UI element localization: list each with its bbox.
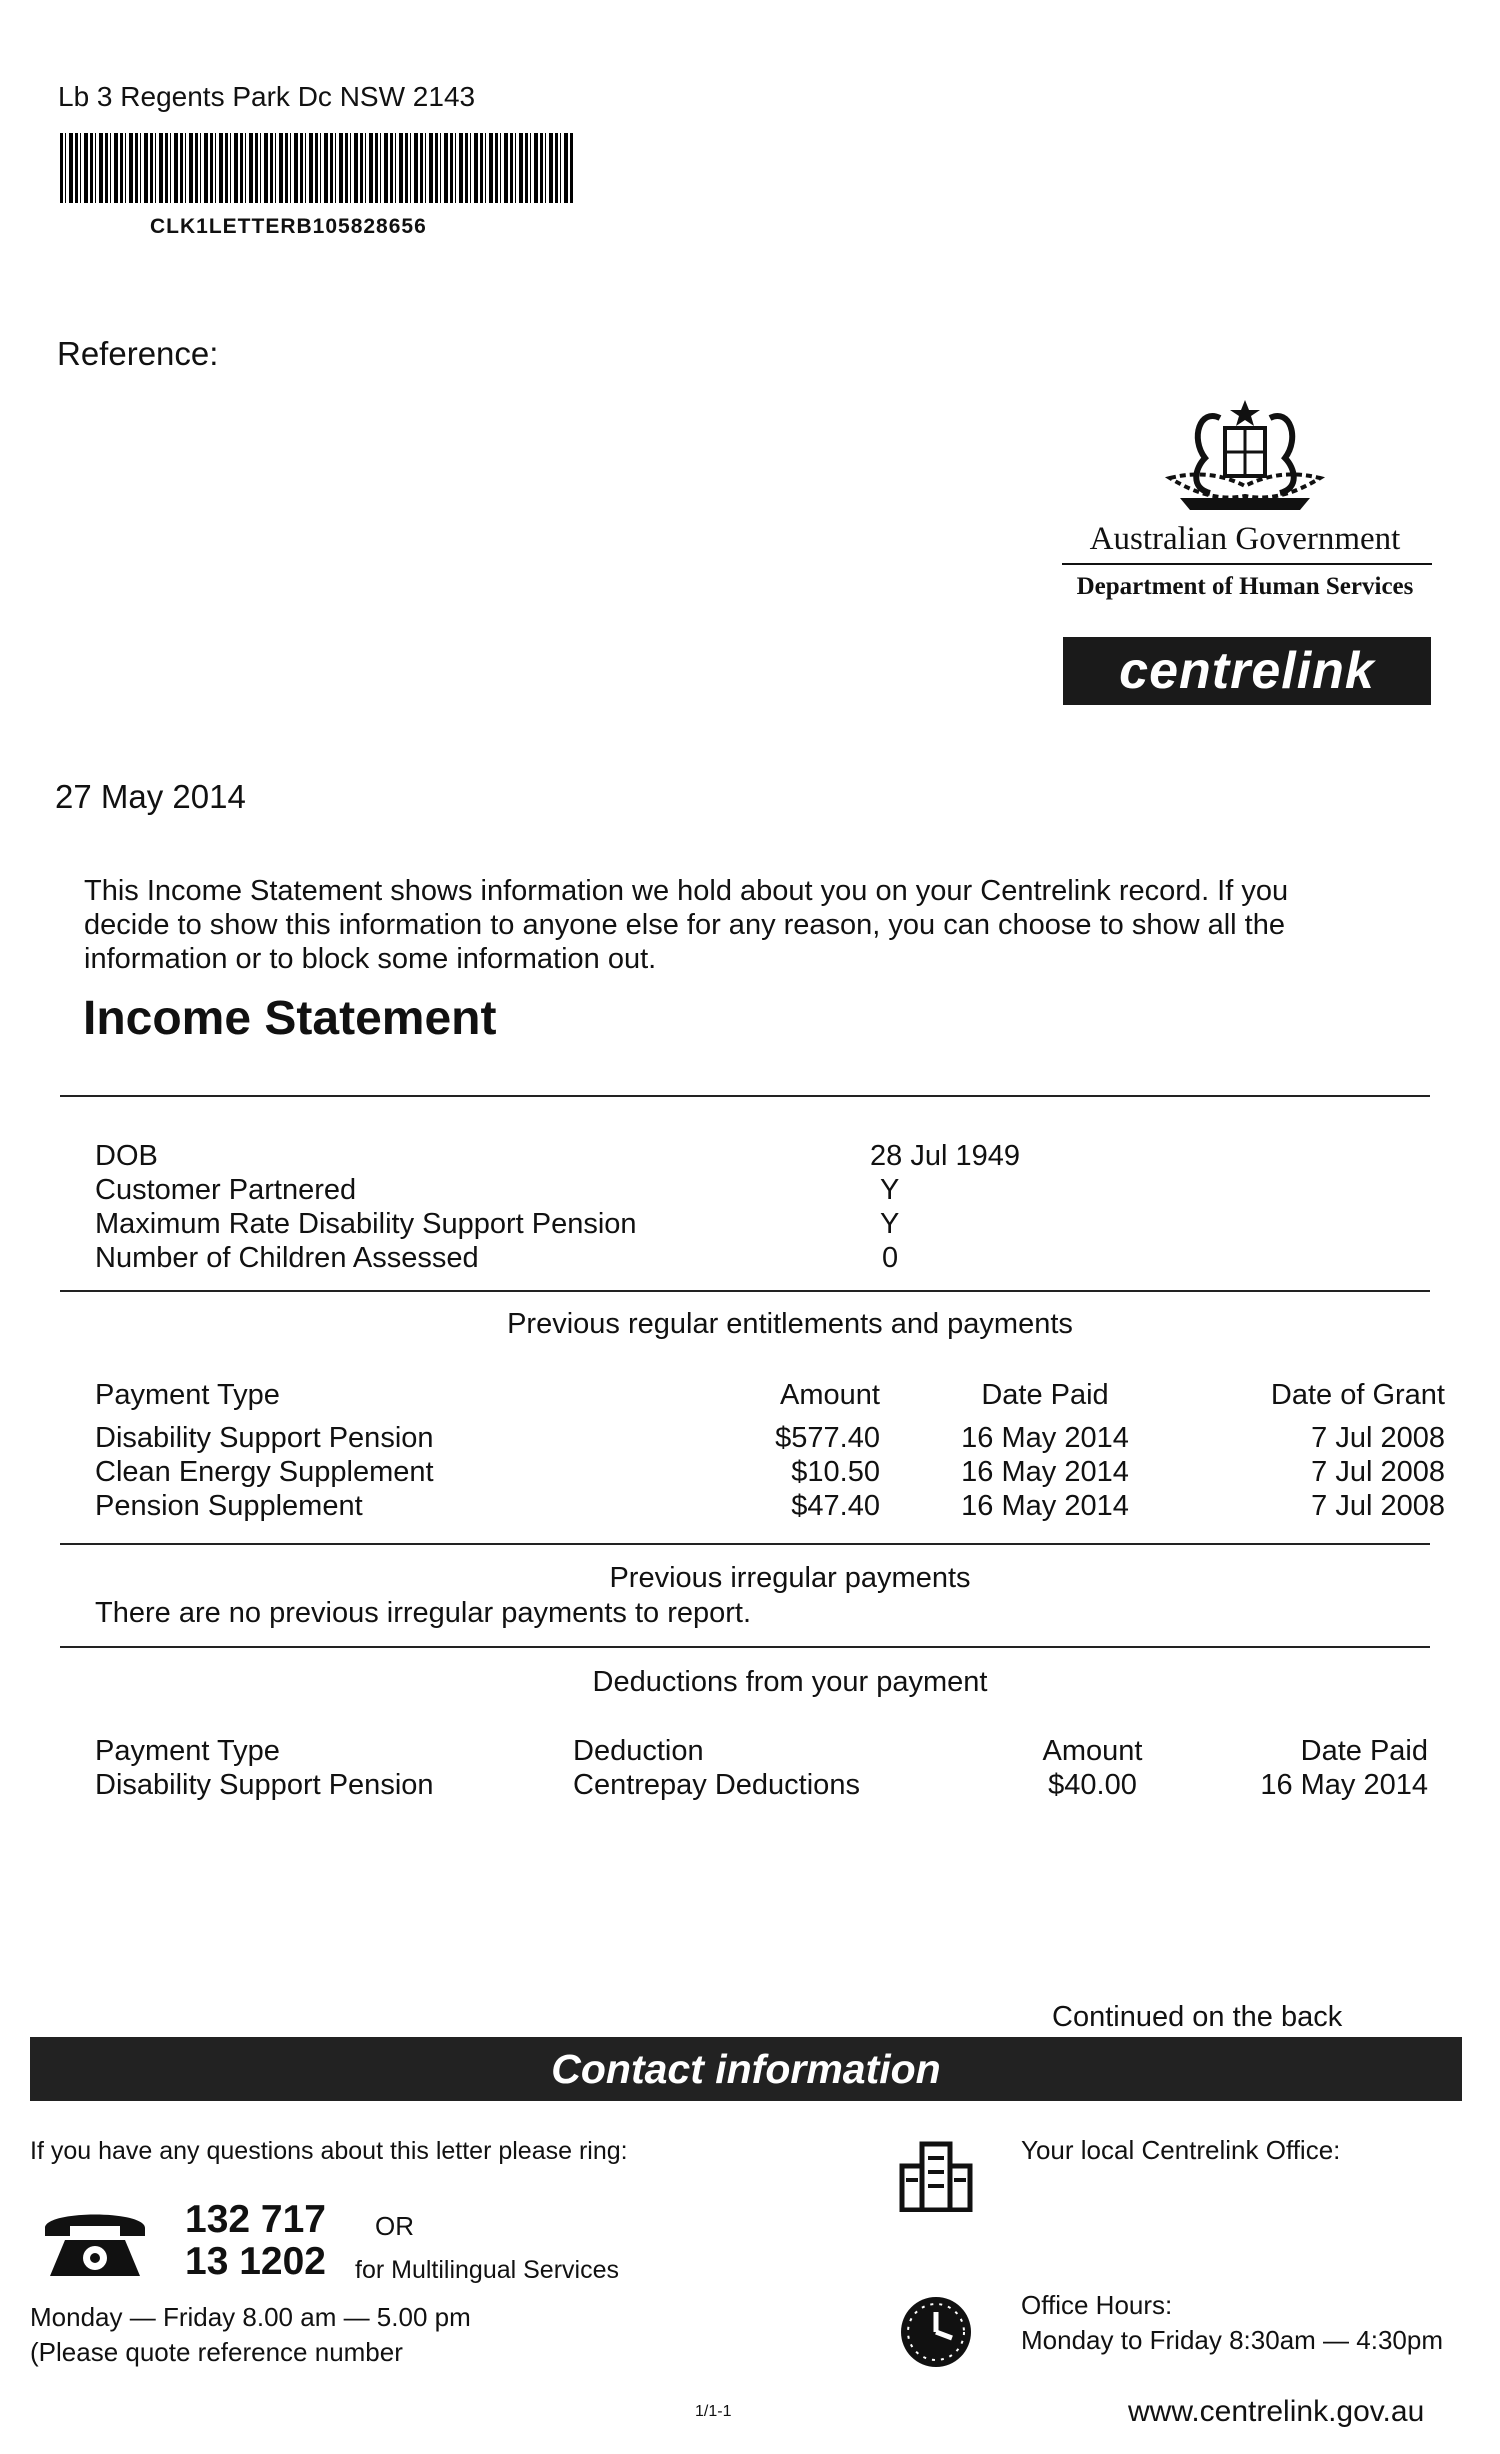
table-cell: $10.50 bbox=[791, 1456, 880, 1488]
section-heading: Previous regular entitlements and payments bbox=[507, 1308, 1073, 1340]
local-office-label: Your local Centrelink Office: bbox=[1021, 2135, 1341, 2165]
table-cell: 7 Jul 2008 bbox=[1311, 1490, 1445, 1522]
phone-secondary: 13 1202 bbox=[185, 2240, 326, 2283]
table-cell: $40.00 bbox=[1048, 1769, 1137, 1801]
sender-address: Lb 3 Regents Park Dc NSW 2143 bbox=[58, 81, 476, 112]
gov-name: Australian Government bbox=[1089, 521, 1401, 557]
or-text: OR bbox=[375, 2211, 414, 2241]
table-cell: 16 May 2014 bbox=[961, 1422, 1129, 1454]
ring-text: If you have any questions about this letter please ring: bbox=[30, 2137, 628, 2165]
table-cell: Pension Supplement bbox=[95, 1490, 363, 1522]
table-cell: Disability Support Pension bbox=[95, 1769, 434, 1801]
reference-label: Reference: bbox=[57, 335, 219, 372]
centrelink-logo: centrelink bbox=[1063, 637, 1431, 705]
divider bbox=[60, 1646, 1430, 1648]
intro-line-1: This Income Statement shows information we hold about you on your Centrelink record. If you bbox=[84, 875, 1289, 907]
column-header: Amount bbox=[780, 1379, 880, 1411]
detail-value: 28 Jul 1949 bbox=[870, 1140, 1020, 1172]
letter-date: 27 May 2014 bbox=[55, 778, 246, 815]
phone-hours: Monday — Friday 8.00 am — 5.00 pm bbox=[30, 2302, 471, 2332]
column-header: Amount bbox=[1042, 1735, 1143, 1767]
coat-of-arms-icon bbox=[1150, 398, 1340, 518]
section-heading: Deductions from your payment bbox=[592, 1666, 988, 1698]
continued-note: Continued on the back bbox=[1052, 2001, 1343, 2033]
multilingual-text: for Multilingual Services bbox=[355, 2256, 619, 2284]
logo-divider bbox=[1062, 563, 1432, 565]
contact-heading: Contact information bbox=[30, 2037, 1462, 2101]
detail-value: Y bbox=[880, 1208, 900, 1240]
divider bbox=[60, 1290, 1430, 1292]
page-code: 1/1-1 bbox=[695, 2403, 732, 2420]
office-hours: Monday to Friday 8:30am — 4:30pm bbox=[1021, 2325, 1443, 2355]
table-cell: $47.40 bbox=[791, 1490, 880, 1522]
detail-value: Y bbox=[880, 1174, 900, 1206]
detail-label: Number of Children Assessed bbox=[95, 1242, 479, 1274]
table-cell: 16 May 2014 bbox=[961, 1490, 1129, 1522]
page-title: Income Statement bbox=[83, 992, 497, 1045]
detail-label: Maximum Rate Disability Support Pension bbox=[95, 1208, 637, 1240]
section-heading: Previous irregular payments bbox=[609, 1562, 971, 1594]
table-cell: 7 Jul 2008 bbox=[1311, 1422, 1445, 1454]
quote-reference: (Please quote reference number bbox=[30, 2337, 403, 2367]
department-name: Department of Human Services bbox=[1076, 573, 1414, 600]
table-cell: Centrepay Deductions bbox=[573, 1769, 860, 1801]
column-header: Deduction bbox=[573, 1735, 704, 1767]
no-payments-message: There are no previous irregular payments to report. bbox=[95, 1597, 752, 1629]
clock-icon bbox=[898, 2294, 974, 2370]
column-header: Date Paid bbox=[981, 1379, 1109, 1411]
table-cell: 16 May 2014 bbox=[1260, 1769, 1428, 1801]
column-header: Date of Grant bbox=[1270, 1379, 1445, 1411]
divider bbox=[60, 1095, 1430, 1097]
divider bbox=[60, 1543, 1430, 1545]
telephone-icon bbox=[40, 2206, 150, 2282]
office-hours-label: Office Hours: bbox=[1021, 2290, 1173, 2320]
table-cell: $577.40 bbox=[775, 1422, 880, 1454]
table-cell: 7 Jul 2008 bbox=[1311, 1456, 1445, 1488]
website-link[interactable]: www.centrelink.gov.au bbox=[1128, 2395, 1425, 2428]
column-header: Payment Type bbox=[95, 1735, 280, 1767]
intro-line-2: decide to show this information to anyone else for any reason, you can choose to show all the bbox=[84, 909, 1285, 941]
table-cell: Clean Energy Supplement bbox=[95, 1456, 434, 1488]
table-cell: Disability Support Pension bbox=[95, 1422, 434, 1454]
column-header: Payment Type bbox=[95, 1379, 280, 1411]
barcode-text: CLK1LETTERB105828656 bbox=[150, 215, 427, 238]
building-icon bbox=[898, 2140, 974, 2212]
column-header: Date Paid bbox=[1300, 1735, 1428, 1767]
phone-primary: 132 717 bbox=[185, 2198, 326, 2241]
barcode bbox=[60, 133, 575, 203]
detail-label: Customer Partnered bbox=[95, 1174, 357, 1206]
intro-line-3: information or to block some information out. bbox=[84, 943, 657, 975]
detail-label: DOB bbox=[95, 1140, 158, 1172]
table-cell: 16 May 2014 bbox=[961, 1456, 1129, 1488]
detail-value: 0 bbox=[882, 1242, 899, 1274]
